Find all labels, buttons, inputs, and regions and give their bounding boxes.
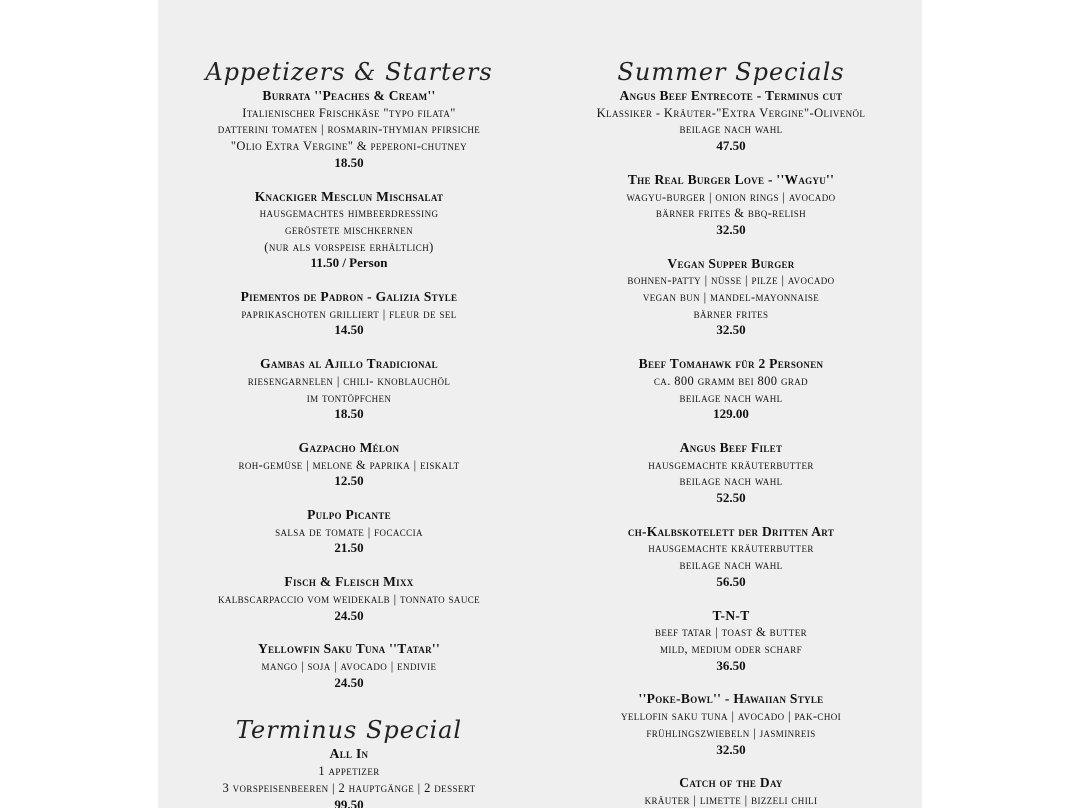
menu-item-description: kalbscarpaccio vom weidekalb | tonnato sauce bbox=[217, 591, 481, 606]
menu-item-description: hausgemachte kräuterbutter bbox=[648, 457, 814, 472]
menu-item-price: 32.50 bbox=[716, 322, 746, 338]
menu-item bbox=[540, 440, 922, 507]
menu-item-description: 3 vorspeisenbeeren | 2 hauptgänge | 2 dessert bbox=[222, 780, 476, 795]
menu-item-price: 129.00 bbox=[713, 406, 749, 422]
menu-item bbox=[158, 574, 540, 624]
menu-item-description: bärner frites bbox=[693, 306, 769, 321]
menu-page bbox=[158, 0, 922, 808]
menu-item-description: im tontöpfchen bbox=[306, 390, 392, 405]
menu-item-name: Knackiger Mesclun Mischsalat bbox=[254, 188, 444, 204]
menu-item bbox=[540, 356, 922, 423]
menu-item-description: wagyu-burger | onion rings | avocado bbox=[626, 189, 836, 204]
menu-item-description: yellofin saku tuna | avocado | pak-choi bbox=[620, 709, 842, 724]
menu-item-price: 47.50 bbox=[716, 138, 746, 154]
menu-item-description: ca. 800 gramm bei 800 grad bbox=[653, 373, 809, 388]
menu-item-description: roh-gemüse | melone & paprika | eiskalt bbox=[238, 457, 460, 472]
summer-specials-list bbox=[540, 88, 922, 808]
special-list bbox=[158, 746, 540, 808]
menu-item-description: beef tatar | toast & butter bbox=[654, 625, 808, 640]
menu-item-name: Beef Tomahawk für 2 Personen bbox=[638, 356, 824, 372]
menu-item-price: 99.50 bbox=[334, 796, 364, 808]
menu-item bbox=[158, 289, 540, 339]
menu-item-price: 14.50 bbox=[334, 322, 364, 338]
menu-item-price: 12.50 bbox=[334, 473, 364, 489]
menu-item-name: Yellowfin Saku Tuna ''Tatar'' bbox=[257, 641, 441, 657]
menu-item-price: 32.50 bbox=[716, 741, 746, 757]
menu-item-description: mild, medium oder scharf bbox=[659, 641, 803, 656]
menu-item bbox=[158, 356, 540, 423]
menu-item-description: beilage nach wahl bbox=[679, 390, 783, 405]
menu-item-description: riesengarnelen | chili- knoblauchöl bbox=[247, 373, 451, 388]
menu-item-description: 1 appetizer bbox=[318, 764, 380, 779]
menu-item-description: bohnen-patty | nüsse | pilze | avocado bbox=[627, 273, 835, 288]
menu-item-name: Catch of the Day bbox=[679, 775, 783, 791]
menu-item-description: hausgemachte kräuterbutter bbox=[648, 541, 814, 556]
menu-item-description: geröstete mischkernen bbox=[284, 222, 414, 237]
menu-item-description: frühlingszwiebeln | jasminreis bbox=[646, 725, 816, 740]
menu-item-name: Gambas al Ajillo Tradicional bbox=[260, 356, 438, 372]
menu-item-name: Angus Beef Filet bbox=[679, 439, 783, 455]
menu-item-name: T-N-T bbox=[712, 607, 750, 623]
menu-item-description: salsa de tomate | focaccia bbox=[275, 524, 423, 539]
menu-item-name: ch-Kalbskotelett der Dritten Art bbox=[627, 523, 835, 539]
appetizer-list bbox=[158, 88, 540, 691]
left-column bbox=[158, 0, 540, 808]
menu-item-name: Piementos de Padron - Galizia Style bbox=[240, 289, 458, 305]
menu-item-price: 18.50 bbox=[334, 406, 364, 422]
menu-item-price: 24.50 bbox=[334, 607, 364, 623]
menu-item bbox=[540, 691, 922, 758]
menu-item bbox=[158, 88, 540, 172]
menu-item bbox=[158, 507, 540, 557]
menu-item-price: 56.50 bbox=[716, 573, 746, 589]
menu-item-description: datterini tomaten | rosmarin-thymian pfirsiche bbox=[217, 122, 481, 137]
menu-item-name: Angus Beef Entrecote - Terminus cut bbox=[619, 88, 843, 103]
menu-item-description: Italienischer Frischkäse "typo filata" bbox=[242, 105, 456, 120]
menu-item bbox=[540, 608, 922, 675]
menu-item-price: 32.50 bbox=[716, 221, 746, 237]
menu-item-name: Gazpacho Mélon bbox=[298, 439, 400, 455]
menu-item-name: Burrata ''Peaches & Cream'' bbox=[262, 88, 436, 103]
menu-item-price: 11.50 / Person bbox=[310, 255, 388, 271]
menu-item-description: mango | soja | avocado | endivie bbox=[261, 658, 437, 673]
section-title-terminus-special: Terminus Special bbox=[235, 716, 463, 745]
menu-item bbox=[540, 524, 922, 591]
menu-item-description: vegan bun | mandel-mayonnaise bbox=[642, 290, 820, 305]
menu-item-name: Fisch & Fleisch Mixx bbox=[284, 574, 414, 590]
section-title-summer-specials: Summer Specials bbox=[617, 58, 845, 86]
menu-item-description: beilage nach wahl bbox=[679, 474, 783, 489]
menu-item-price: 18.50 bbox=[334, 154, 364, 170]
menu-item-name: Pulpo Picante bbox=[307, 507, 391, 523]
menu-item-description: hausgemachtes himbeerdressing bbox=[259, 206, 439, 221]
menu-item-price: 21.50 bbox=[334, 540, 364, 556]
menu-item-name: Vegan Supper Burger bbox=[667, 255, 795, 271]
menu-item-price: 52.50 bbox=[716, 490, 746, 506]
menu-item-name: All In bbox=[329, 746, 369, 762]
menu-item bbox=[540, 88, 922, 155]
menu-item-description: beilage nach wahl bbox=[679, 122, 783, 137]
menu-item bbox=[158, 641, 540, 691]
menu-item bbox=[158, 440, 540, 490]
menu-item bbox=[158, 189, 540, 273]
menu-item-description: kräuter | limette | bizzeli chili bbox=[644, 792, 818, 807]
menu-item-price: 24.50 bbox=[334, 674, 364, 690]
menu-item-name: ''Poke-Bowl'' - Hawaiian Style bbox=[638, 691, 824, 707]
right-column bbox=[540, 0, 922, 808]
menu-item-description: beilage nach wahl bbox=[679, 558, 783, 573]
menu-item-description: "Olio Extra Vergine" & peperoni-chutney bbox=[230, 139, 468, 154]
menu-item-description: (nur als vorspeise erhältlich) bbox=[264, 239, 434, 254]
menu-item-description: Klassiker - Kräuter-"Extra Vergine"-Olivenöl bbox=[596, 105, 866, 120]
menu-item-price: 36.50 bbox=[716, 657, 746, 673]
menu-item-description: bärner frites & bbq-relish bbox=[655, 206, 807, 221]
menu-item bbox=[540, 256, 922, 340]
menu-item bbox=[158, 746, 540, 808]
section-title-appetizers: Appetizers & Starters bbox=[205, 58, 493, 86]
menu-item bbox=[540, 775, 922, 808]
menu-item bbox=[540, 172, 922, 239]
menu-item-description: paprikaschoten grilliert | fleur de sel bbox=[241, 306, 457, 321]
menu-item-name: The Real Burger Love - ''Wagyu'' bbox=[627, 171, 835, 187]
